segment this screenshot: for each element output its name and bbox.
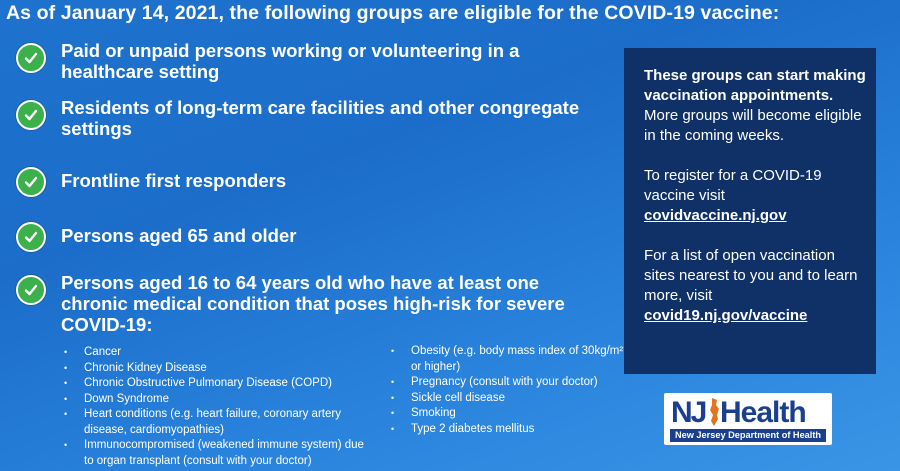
condition-item: • Chronic Obstructive Pulmonary Disease (COPD)	[84, 376, 374, 392]
logo-nj-text: NJ	[671, 396, 706, 429]
condition-item: • Heart conditions (e.g. heart failure, coronary artery disease, cardiomyopathies)	[84, 407, 374, 438]
group-label: Persons aged 65 and older	[61, 225, 297, 246]
covid19-vaccine-link[interactable]: covid19.nj.gov/vaccine	[644, 307, 808, 324]
info-paragraph-appointments	[644, 66, 866, 146]
nj-state-shape-icon	[708, 397, 720, 427]
info-sites-text: For a list of open vaccination sites nearest to you and to learn more, visit	[644, 247, 858, 304]
covidvaccine-link[interactable]: covidvaccine.nj.gov	[644, 207, 787, 224]
condition-item: • Down Syndrome	[84, 392, 374, 408]
check-circle-icon	[16, 100, 46, 130]
condition-item: • Sickle cell disease	[411, 391, 626, 407]
group-label: Persons aged 16 to 64 years old who have at least one chronic medical condition that poses high-risk for severe COVID-19:	[61, 272, 565, 335]
info-paragraph-register	[644, 166, 866, 226]
group-label: Paid or unpaid persons working or volunteering in a healthcare setting	[61, 40, 520, 82]
info-appointments-bold: These groups can start making vaccination appointments.	[644, 67, 866, 104]
group-item-first-responders	[16, 164, 581, 197]
info-paragraph-sites	[644, 246, 866, 326]
page-title: As of January 14, 2021, the following groups are eligible for the COVID-19 vaccine:	[6, 2, 780, 24]
logo-subtitle: New Jersey Department of Health	[670, 429, 826, 442]
condition-item: • Pregnancy (consult with your doctor)	[411, 375, 626, 391]
condition-item: • Immunocompromised (weakened immune system) due to organ transplant (consult with your doctor)	[84, 438, 374, 469]
check-circle-icon	[16, 43, 46, 73]
check-circle-icon	[16, 222, 46, 252]
check-circle-icon	[16, 275, 46, 305]
info-register-text: To register for a COVID-19 vaccine visit	[644, 167, 822, 204]
group-item-65-older	[16, 219, 581, 252]
condition-item: • Smoking	[411, 406, 626, 422]
group-item-16-64-conditions	[16, 272, 571, 335]
info-box	[624, 48, 876, 374]
condition-item: • Obesity (e.g. body mass index of 30kg/m² or higher)	[411, 344, 626, 375]
group-label: Frontline first responders	[61, 170, 287, 191]
group-item-long-term-care	[16, 97, 581, 139]
info-appointments-rest: More groups will become eligible in the coming weeks.	[644, 107, 862, 144]
check-circle-icon	[16, 167, 46, 197]
group-label: Residents of long-term care facilities and other congregate settings	[61, 97, 580, 139]
logo-health-text: Health	[720, 396, 806, 429]
conditions-list-right	[411, 344, 626, 437]
condition-item: • Cancer	[84, 345, 374, 361]
condition-item: • Type 2 diabetes mellitus	[411, 422, 626, 438]
condition-item: • Chronic Kidney Disease	[84, 361, 374, 377]
nj-health-logo	[664, 393, 832, 445]
group-item-healthcare	[16, 40, 581, 82]
conditions-list-left	[84, 345, 374, 469]
